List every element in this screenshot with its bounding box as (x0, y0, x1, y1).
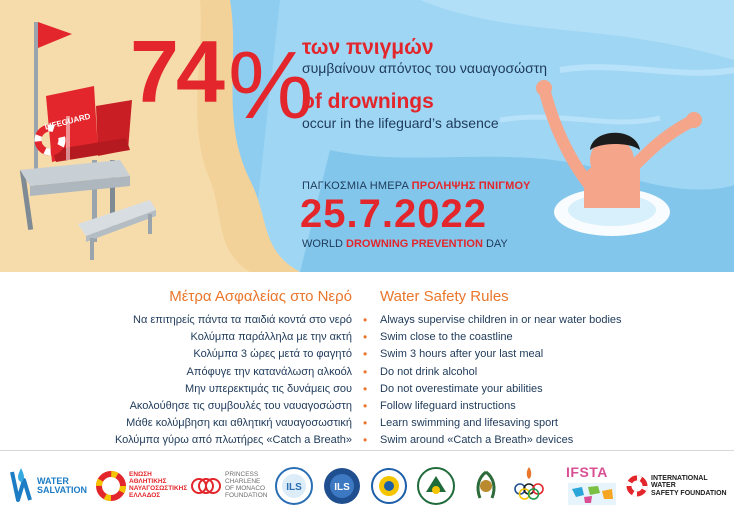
event-date: 25.7.2022 (300, 192, 487, 236)
logo-enosi (96, 460, 187, 512)
lifebuoy-red-icon (626, 475, 648, 497)
stat-greek-subheading: συμβαίνουν απόντος του ναυαγοσώστη (302, 60, 548, 76)
flag-pole (34, 22, 38, 192)
logo-enosi-line1: ΕΝΩΣΗ (129, 471, 152, 479)
stat-english-subheading: occur in the lifeguard’s absence (302, 115, 499, 131)
greek-rule-item: Κολύμπα 3 ώρες μετά το φαγητό (193, 348, 352, 361)
stat-english-heading: of drownings (302, 90, 434, 113)
english-rule-item: Do not overestimate your abilities (380, 382, 543, 395)
club-seal-icon (416, 466, 456, 506)
bullet-icon: • (363, 313, 368, 327)
greek-rule-item: Απόφυγε την κατανάλωση αλκοόλ (186, 365, 352, 378)
stat-greek-heading: των πνιγμών (302, 36, 434, 59)
logo-princess-charlene (190, 460, 268, 512)
english-rule-item: Always supervise children in or near water bodies (380, 314, 622, 326)
federation-seal-icon (370, 466, 408, 506)
bullet-icon: • (363, 330, 368, 345)
english-rule-item: Swim 3 hours after your last meal (380, 348, 544, 361)
english-rule-item: Learn swimming and lifesaving sport (380, 417, 558, 430)
english-rules-list (380, 312, 622, 450)
logo-pc-line4: FOUNDATION (225, 491, 268, 499)
logo-federation-seal (370, 460, 408, 512)
logo-enosi-line4: ΕΛΛΑΔΟΣ (129, 491, 161, 499)
lifebuoy-icon (96, 469, 126, 503)
bullet-icon: • (363, 381, 368, 396)
greek-rule-item: Μάθε κολύμβηση και αθλητική ναυαγοσωστική (126, 417, 352, 430)
event-english-highlight: DROWNING PREVENTION (346, 238, 483, 250)
greek-rules-list (0, 312, 352, 450)
bullet-icon: • (363, 416, 368, 431)
laurel-emblem-icon (466, 466, 506, 506)
logo-iwsf-line2: SAFETY FOUNDATION (651, 489, 727, 497)
logo-water-salvation (8, 460, 87, 512)
logo-ws-line1: WATER (37, 475, 69, 486)
logo-enosi-line2: ΑΘΛΗΤΙΚΗΣ (129, 478, 167, 486)
english-rules-title: Water Safety Rules (380, 288, 509, 305)
english-rule-item: Do not drink alcohol (380, 365, 478, 378)
english-rule-item: Swim around «Catch a Breath» devices (380, 434, 574, 447)
safety-rules-section (0, 272, 734, 448)
english-rule-item: Follow lifeguard instructions (380, 399, 516, 412)
event-greek-prefix: ΠΑΓΚΟΣΜΙΑ ΗΜΕΡΑ (302, 180, 412, 192)
ils-seal-icon (274, 466, 314, 506)
olympic-rings-icon (512, 465, 546, 507)
bullet-icon: • (363, 364, 368, 379)
ils-label-1: ILS (286, 482, 302, 493)
greek-rule-item: Να επιτηρείς πάντα τα παιδιά κοντά στο νερό (133, 314, 352, 326)
rings-icon (190, 474, 222, 498)
bullet-icon: • (363, 347, 368, 362)
event-english-title (302, 238, 508, 250)
greek-rule-item: Μην υπερεκτιμάς τις δυνάμεις σου (185, 382, 352, 395)
logo-ifsta (566, 460, 618, 512)
water-drop-icon (8, 466, 34, 506)
event-english-prefix: WORLD (302, 238, 346, 250)
lifeguard-sign-text: LIFEGUARD (43, 111, 92, 132)
greek-rule-item: Κολύμπα γύρω από πλωτήρες «Catch a Breath» (114, 434, 352, 447)
ils-label-2: ILS (334, 482, 350, 493)
logo-enosi-line3: ΝΑΥΑΓΟΣΩΣΤΙΚΗΣ (129, 485, 188, 492)
logo-iwsf-line1: INTERNATIONAL WATER (651, 474, 708, 490)
event-english-suffix: DAY (482, 238, 508, 250)
partner-logos (0, 452, 734, 519)
logo-pc-line2: CHARLENE (225, 478, 261, 486)
logo-ws-line2: SALVATION (37, 485, 87, 495)
logo-pc-line1: PRINCESS (225, 471, 259, 479)
lifeguard-sign (42, 110, 92, 132)
stat-value: 74 (130, 22, 222, 121)
logo-ils-europe (274, 460, 314, 512)
section-divider (0, 450, 734, 451)
greek-rules-title: Μέτρα Ασφαλείας στο Νερό (169, 288, 352, 305)
ifsta-label: IFSTA (566, 464, 608, 480)
greek-rule-item: Κολύμπα παράλληλα με την ακτή (190, 331, 352, 344)
english-rule-item: Swim close to the coastline (380, 331, 513, 344)
logo-cyprus-association (466, 460, 506, 512)
event-greek-title (302, 180, 531, 192)
logo-iwsf (626, 460, 734, 512)
bullet-column (363, 312, 367, 450)
percent-sign: % (228, 32, 314, 139)
logo-ils (322, 460, 362, 512)
logo-hellenic-olympic (512, 460, 546, 512)
greek-rule-item: Ακολούθησε τις συμβουλές του ναυαγοσώστη (129, 399, 352, 412)
bullet-icon: • (363, 398, 368, 413)
logo-pc-line3: OF MONACO (225, 485, 266, 492)
ils-globe-icon (322, 466, 362, 506)
logo-club-seal (416, 460, 456, 512)
world-map-icon (568, 483, 616, 505)
event-greek-highlight: ΠΡΟΛΗΨΗΣ ΠΝΙΓΜΟΥ (411, 180, 531, 192)
bullet-icon: • (363, 433, 368, 448)
